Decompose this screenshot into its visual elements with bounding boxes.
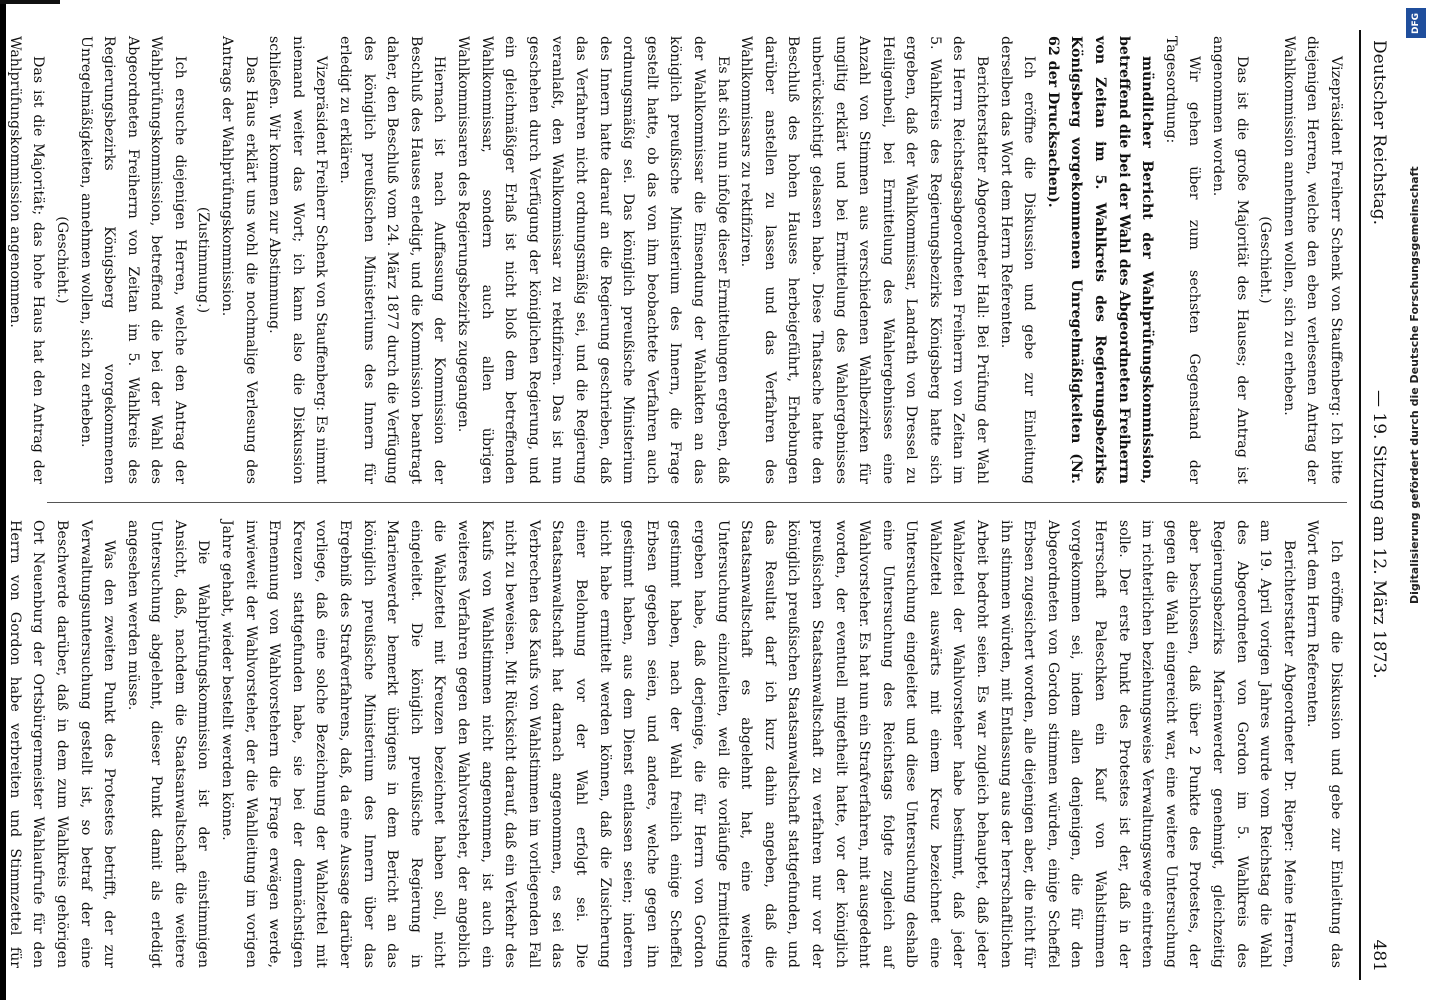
paragraph: Ich eröffne die Diskussion und gebe zur Einleitung derselben das Wort dem Herrn Referenten. bbox=[997, 36, 1038, 484]
paragraph: Berichterstatter Abgeordneter Hall: Bei Prüfung der Wahl des Herrn Reichstagsabgeordneten Freiherrn von Zeitan im 5. Wahlkreis des Regierungsbezirks Königsberg hatte sich ergeben, daß der Wahlkommissar, Landrath von Dressel zu Heiligenbeil, bei Ermittelung des Wahlergebnisses eine Anzahl von Stimmen aus verschiedenen Wahlbezirken für ungiltig erklärt und bei Ermittelung des Wahlergebnisses unberücksichtigt gelassen habe. Diese Thatsache hatte den Beschluß des hohen Hauses herbeigeführt, Erhebungen darüber anstellen zu lassen und das Verfahren des Wahlkommissars zu rektifiziren. bbox=[738, 36, 991, 484]
page-number: 481 bbox=[1369, 939, 1389, 972]
left-column bbox=[6, 36, 1347, 484]
paragraph: Hiernach ist nach Auffassung der Kommission der Beschluß des Hauses erledigt, und die Kommission beantragt daher, den Beschluß vom 24. März 1877 durch die Verfügung des königlich preußischen Ministeriums des Innern für erledigt zu erklären. bbox=[337, 36, 448, 484]
column-divider bbox=[47, 502, 1347, 503]
page-header bbox=[1359, 30, 1395, 980]
dfg-credit: Digitalisierung gefördert durch die Deutsche Forschungsgemeinschaft bbox=[1408, 166, 1421, 604]
paragraph: Berichterstatter Abgeordneter Dr. Rieper: Meine Herren, am 19. April vorigen Jahres wurde vom Reichstag die Wahl des Abgeordneten von Gordon im 5. Wahlkreis des Regierungsbezirks Marienwerder genehmigt, gleichzeitig aber beschlossen, daß über 2 Punkte des Protestes, der gegen die Wahl eingereicht war, eine weitere Untersuchung im richterlichen beziehungsweise Verwaltungswege eintreten solle. Der erste Punkt des Protestes ist der, daß in der Herrschaft Paleschken ein Kauf von Wahlstimmen vorgekommen sei, indem allen denjenigen, die für den Abgeordneten von Gordon stimmen würden, einige Scheffel Erbsen zugesichert worden, alle diejenigen aber, die nicht für ihn stimmen würden, mit Entlassung aus der herrschaftlichen Arbeit bedroht seien. Es war zugleich behauptet, daß jeder Wahlzettel der Wahlvorsteher habe bestimmt, daß jeder Wahlzettel auswärts mit einem Kreuz bezeichnet eine Untersuchung eingeleitet und diese Untersuchung deshalb eine Untersuchung des Reichstags folgte zugleich auf Wahlvorsteher. Es hat nun ein Strafverfahren, mit ausgedehnt worden, der eventuell mitgetheilt hatte, vor der königlich preußischen Staatsanwaltschaft zu verfahren nur vor der königlich preußischen Staatsanwaltschaft stattgefunden, und das Resultat darf ich kurz dahin angeben, daß die Staatsanwaltschaft es abgelehnt hat, eine weitere Untersuchung einzuleiten, weil die vorläufige Ermittelung ergeben habe, daß derjenige, die für Herrn von Gordon gestimmt haben, nach der Wahl freilich einige Scheffel Erbsen gegeben seien, und andere, welche gegen ihn gestimmt haben, aus dem Dienst entlassen seien; inderen nicht habe ermittelt werden können, daß die Zusicherung einer Belohnung vor der Wahl erfolgt sei. Die Staatsanwaltschaft hat darnach angenommen, es sei das Verbrechen des Kaufs von Wahlstimmen im vorliegenden Fall nicht zu beweisen. Mit Rücksicht darauf, daß ein Verkehr des Kaufs von Wahlstimmen nicht angenommen, ist auch ein weiteres Verfahren gegen den Wahlvorsteher, der angeblich die Wahlzettel mit Kreuzen bezeichnet haben soll, nicht eingeleitet. Die königlich preußische Regierung in Marienwerder bemerkt übrigens in dem Bericht an das königlich preußische Ministerium des Innern über das Ergebniß des Strafverfahrens, daß, da eine Aussage darüber vorliege, daß eine solche Bezeichnung der Wahlzettel mit Kreuzen stattgefunden habe, sie bei der demnächstigen Ernennung von Wahlvorstehern die Frage erwägen werde, inwieweit der Wahlvorsteher, der die Wahlleitung im vorigen Jahre gehabt, wieder bestellt werden könne. bbox=[219, 520, 1297, 968]
paragraph: Vizepräsident Freiherr Schenk von Stauffenberg: Ich bitte diejenigen Herren, welche den eben verlesenen Antrag der Wahlkommission annehmen wollen, sich zu erheben. bbox=[1280, 36, 1344, 484]
scan-edge-top bbox=[0, 0, 60, 4]
paragraph: Ich eröffne die Diskussion und gebe zur Einleitung das Wort dem Herrn Referenten. bbox=[1304, 520, 1344, 968]
dfg-sidebar bbox=[1400, 0, 1432, 1000]
paragraph: Das ist die Majorität; das hohe Haus hat den Antrag der Wahlprüfungskommission angenommen. bbox=[6, 36, 47, 484]
dfg-logo: DFG bbox=[1406, 8, 1426, 38]
paragraph: Das Haus erklärt uns wohl die nochmalige Verlesung des Antrags der Wahlprüfungskommission. bbox=[219, 36, 259, 484]
paragraph: Das ist die große Majorität des Hauses; der Antrag ist angenommen worden. bbox=[1210, 36, 1250, 484]
paragraph: (Zustimmung.) bbox=[195, 206, 212, 314]
paragraph: (Geschieht.) bbox=[53, 216, 70, 304]
paragraph: Wir gehen über zum sechsten Gegenstand der Tagesordnung: bbox=[1162, 36, 1203, 484]
paragraph: Ich ersuche diejenigen Herren, welche den Antrag der Wahlprüfungskommission, betreffend die bei der Wahl des Abgeordneten Freiherrn von Zeitan im 5. Wahlkreis des Regierungsbezirks Königsberg vorgekommenen Unregelmäßigkeiten, annehmen wollen, sich zu erheben. bbox=[77, 36, 188, 484]
header-title: Deutscher Reichstag. bbox=[1369, 40, 1389, 225]
paragraph: (Geschieht.) bbox=[1257, 216, 1274, 304]
paragraph bbox=[0, 36, 2, 484]
paragraph: Was den zweiten Punkt des Protestes betrifft, der zur Verwaltungsuntersuchung gestellt ist, so betraf der eine Beschwerde darüber, daß in dem zum Wahlkreis gehörigen Ort Neuenburg der Ortsbürgermeister Wahlaufrufe für den Herrn von Gordon habe verbreiten und Stimmzettel für bbox=[6, 520, 118, 968]
paragraph: Die Wahlprüfungskommission ist der einstimmigen Ansicht, daß, nachdem die Staatsanwaltschaft die weitere Untersuchung abgelehnt, dieser Punkt damit als erledigt angesehen werden müsse. bbox=[124, 520, 212, 968]
header-session: — 19. Sitzung am 12. März 1873. bbox=[1369, 390, 1389, 679]
agenda-item: mündlicher Bericht der Wahlprüfungskommission, betreffend die bei der Wahl des Abgeordneten Freiherrn von Zeitan im 5. Wahlkreis des Regierungsbezirks Königsberg vorgekommenen Unregelmäßigkeiten (Nr. 62 der Drucksachen). bbox=[1044, 36, 1156, 484]
paragraph: Vizepräsident Freiherr Schenk von Stauffenberg: Es nimmt niemand weiter das Wort; ich kann also die Diskussion schließen. Wir kommen zur Abstimmung. bbox=[266, 36, 330, 484]
text-columns bbox=[6, 30, 1347, 980]
paragraph: Es hat sich nun infolge dieser Ermittelungen ergeben, daß der Wahlkommissar die Einsendung der Wahlakten an das königlich preußische Ministerium des Innern, die Frage gestellt hatte, ob das von ihm beobachtete Verfahren auch ordnungsmäßig sei. Das königlich preußische Ministerium des Innern hatte darauf an die Regierung geschrieben, daß das Verfahren nicht ordnungsmäßig sei, und die Regierung veranlaßt, den Wahlkommissar zu rektifiziren. Das ist nun geschehen durch Verfügung der königlichen Regierung, und ein gleichmäßiger Erlaß ist nicht bloß dem betreffenden Wahlkommissar, sondern auch allen übrigen Wahlkommissaren des Regierungsbezirks zugegangen. bbox=[455, 36, 731, 484]
right-column bbox=[6, 520, 1347, 968]
rotated-page bbox=[6, 30, 1395, 980]
